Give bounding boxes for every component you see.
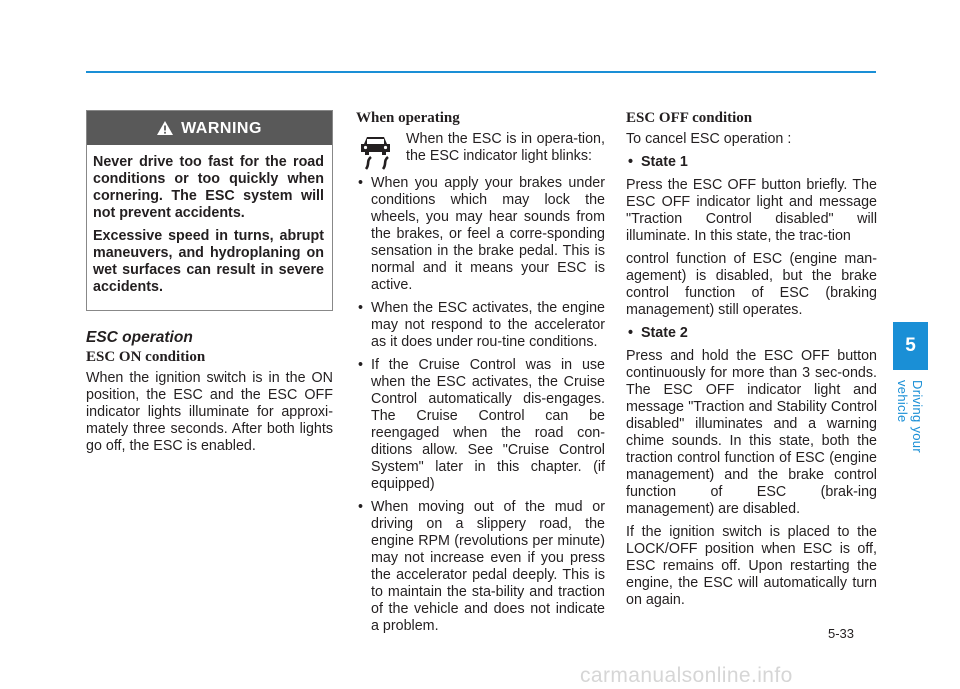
top-rule: [86, 71, 876, 73]
esc-off-intro: To cancel ESC operation :: [626, 131, 792, 147]
warning-body: [87, 145, 332, 310]
operating-intro-text: When the ESC is in opera-tion, the ESC indicator light blinks:: [406, 131, 605, 164]
ignition-text: If the ignition switch is placed to the LOCK/OFF position when ESC is off, ESC remains off. Upon restarting the engine, the ESC will automatically turn on again.: [626, 524, 877, 608]
page-number: 5-33: [828, 626, 855, 641]
state2-label: • State 2: [626, 325, 877, 342]
state2-text: Press and hold the ESC OFF button continuously for more than 3 sec-onds. The ESC OFF indicator light and message "Traction and Stability Control disabled" illuminates and a warning chime sounds. In this state, both the traction control function of ESC (engine management) and the brake control function of ESC (brak-ing management) are disabled.: [626, 348, 877, 517]
state2-list: [626, 325, 877, 342]
warning-title: WARNING: [181, 119, 262, 137]
warning-paragraph: Excessive speed in turns, abrupt maneuvers, and hydroplaning on wet surfaces can result in severe accidents.: [93, 228, 324, 295]
operating-bullet-list: [356, 175, 605, 635]
esc-on-text: When the ignition switch is in the ON position, the ESC and the ESC OFF indicator lights illuminate for approxi-mately three seconds. After both lights go off, the ESC is enabled.: [86, 370, 333, 454]
subtitle-esc-on: ESC ON condition: [86, 349, 206, 365]
state1-label: • State 1: [626, 154, 877, 171]
chapter-tab: [893, 322, 928, 370]
warning-header: [87, 111, 332, 145]
subtitle-when-operating: When operating: [356, 110, 460, 126]
subtitle-esc-off: ESC OFF condition: [626, 110, 753, 126]
column-middle: [356, 110, 605, 641]
list-item: • When you apply your brakes under conditions which may lock the wheels, you may hear sounds from the brakes, or feel a corre-sponding sensation in the brake pedal. This is normal and it means your ESC is active.: [356, 175, 605, 294]
list-item: • When the ESC activates, the engine may not respond to the accelerator as it does under rou-tine conditions.: [356, 300, 605, 351]
state1-text: Press the ESC OFF button briefly. The ESC OFF indicator light and message "Traction Control disabled" will illuminate. In this state, the trac-tion: [626, 177, 877, 244]
state1-text-cont: control function of ESC (engine man-agement) is disabled, but the brake control function of ESC (braking management) still operates.: [626, 251, 877, 318]
esc-indicator-icon: [356, 131, 404, 175]
state1-list: [626, 154, 877, 171]
watermark: carmanualsonline.info: [580, 664, 793, 687]
chapter-number: 5: [905, 335, 916, 356]
warning-box: [86, 110, 333, 311]
section-title-esc-operation: ESC operation: [86, 329, 193, 346]
warning-paragraph: Never drive too fast for the road conditions or too quickly when cornering. The ESC system will not prevent accidents.: [93, 154, 324, 221]
operating-intro: [356, 131, 605, 175]
chapter-title: Driving your vehicle: [895, 380, 925, 453]
column-left: [86, 110, 333, 461]
list-item: • When moving out of the mud or driving on a slippery road, the engine RPM (revolutions per minute) may not increase even if you press the accelerator pedal deeply. This is to maintain the sta-bility and traction of the vehicle and does not indicate a problem.: [356, 499, 605, 635]
column-right: [626, 110, 877, 615]
warning-triangle-icon: [157, 121, 173, 135]
list-item: • If the Cruise Control was in use when the ESC activates, the Cruise Control automatically dis-engages. The Cruise Control can be reengaged when the road con-ditions allow. See "Cruise Control System" later in this chapter. (if equipped): [356, 357, 605, 493]
